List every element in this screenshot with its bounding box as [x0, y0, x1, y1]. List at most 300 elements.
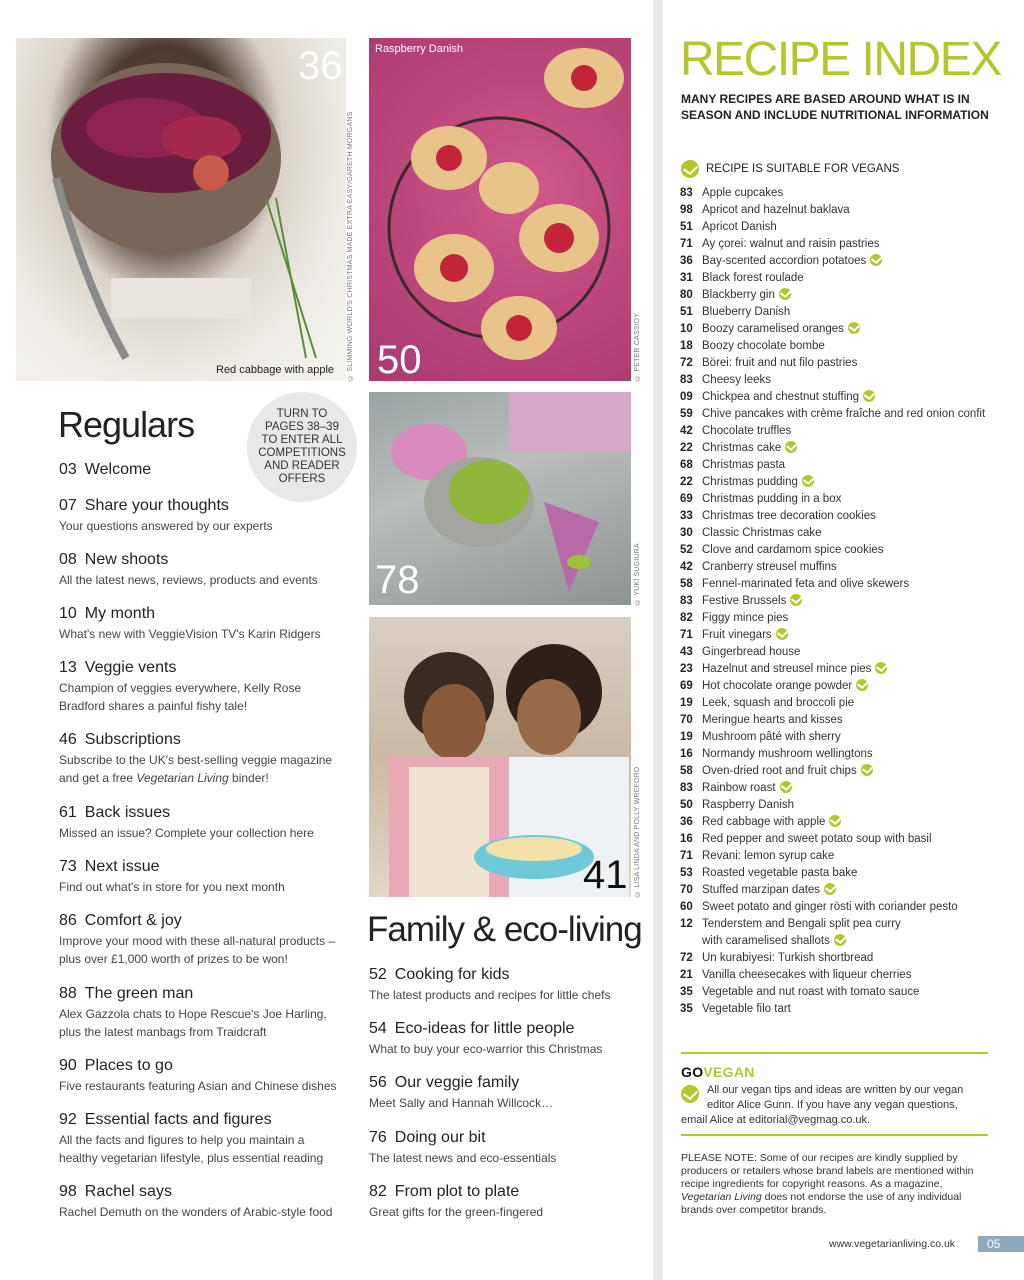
recipe-item[interactable] [680, 712, 1000, 729]
entry-name: Veggie vents [84, 659, 177, 676]
entry-name: New shoots [84, 551, 169, 568]
recipe-item[interactable] [680, 525, 1000, 542]
entry-page: 46 [59, 731, 77, 748]
recipe-item[interactable] [680, 950, 1000, 967]
entry-desc-text: Rachel Demuth on the wonders of Arabic-style food [59, 1205, 333, 1219]
entry-page: 54 [369, 1020, 387, 1037]
recipe-item[interactable] [680, 865, 1000, 882]
vegan-tick-icon [861, 764, 873, 776]
recipe-page: 83 [680, 374, 693, 386]
recipe-item[interactable] [680, 746, 1000, 763]
recipe-item[interactable] [680, 814, 1000, 831]
recipe-item[interactable] [680, 610, 1000, 627]
family-entry[interactable] [369, 1019, 644, 1058]
recipe-name: Gingerbread house [702, 646, 801, 658]
recipe-name: Red cabbage with apple [702, 816, 826, 828]
recipe-page: 12 [680, 918, 693, 930]
recipe-name: Vegetable and nut roast with tomato sauce [702, 986, 920, 998]
recipe-page: 59 [680, 408, 693, 420]
vegan-tick-icon [870, 254, 882, 266]
recipe-index-title: RECIPE INDEX [680, 33, 1001, 86]
recipe-page: 72 [680, 952, 693, 964]
recipe-name: Bay-scented accordion potatoes [702, 255, 867, 267]
recipe-item[interactable] [680, 797, 1000, 814]
recipe-name: Christmas pudding [702, 476, 798, 488]
recipe-name: Oven-dried root and fruit chips [702, 765, 857, 777]
entry-name: Back issues [84, 804, 171, 821]
recipe-page: 22 [680, 442, 693, 454]
entry-title [59, 604, 349, 624]
recipe-item[interactable] [680, 440, 1000, 457]
recipe-item[interactable] [680, 661, 1000, 678]
entry-title [59, 984, 349, 1004]
entry-name: Welcome [84, 461, 152, 478]
recipe-item[interactable] [680, 627, 1000, 644]
recipe-page: 53 [680, 867, 693, 879]
recipe-item[interactable] [680, 508, 1000, 525]
recipe-page: 71 [680, 238, 693, 250]
page-number-36: 36 [298, 44, 343, 88]
recipe-name: Sweet potato and ginger rösti with coriander pesto [702, 901, 958, 913]
recipe-item[interactable] [680, 1001, 1000, 1018]
regulars-entry[interactable] [59, 1110, 334, 1167]
regulars-entry[interactable] [59, 550, 349, 589]
entry-name: Rachel says [84, 1183, 172, 1200]
recipe-page: 82 [680, 612, 693, 624]
recipe-name: Apricot Danish [702, 221, 777, 233]
vegan-key [681, 160, 899, 178]
recipe-page: 58 [680, 765, 693, 777]
vegan-tick-icon [834, 934, 846, 946]
entry-title [59, 730, 349, 750]
recipe-page: 35 [680, 986, 693, 998]
recipe-page: 42 [680, 425, 693, 437]
recipe-name: Rainbow roast [702, 782, 776, 794]
recipe-page: 80 [680, 289, 693, 301]
entry-desc [59, 1005, 349, 1041]
recipe-name: Revani: lemon syrup cake [702, 850, 835, 862]
entry-page: 56 [369, 1074, 387, 1091]
recipe-item[interactable] [680, 202, 1000, 219]
recipe-page: 23 [680, 663, 693, 675]
recipe-name: Hazelnut and streusel mince pies [702, 663, 872, 675]
regulars-entry[interactable] [59, 911, 349, 968]
recipe-page: 36 [680, 255, 693, 267]
recipe-name: Mushroom pâté with sherry [702, 731, 841, 743]
recipe-item[interactable] [680, 899, 1000, 916]
entry-desc-text: Alex Gazzola chats to Hope Rescue's Joe Harling, plus the latest manbags from Traidcraft [59, 1007, 327, 1039]
family-entry[interactable] [369, 1182, 644, 1221]
recipe-name: Boozy chocolate bombe [702, 340, 825, 352]
entry-desc-end: binder! [228, 771, 269, 785]
entry-name: My month [84, 605, 156, 622]
regulars-entry[interactable] [59, 1056, 349, 1095]
regulars-heading: Regulars [58, 404, 195, 445]
recipe-item[interactable] [680, 593, 1000, 610]
entry-page: 07 [59, 497, 77, 514]
recipe-page: 43 [680, 646, 693, 658]
entry-desc: What to buy your eco-warrior this Christmas [369, 1042, 603, 1056]
regulars-entry[interactable] [59, 460, 349, 480]
recipe-name: Roasted vegetable pasta bake [702, 867, 858, 879]
photo-felt-mouse[interactable] [369, 392, 631, 605]
entry-page: 82 [369, 1183, 387, 1200]
vegan-tick-icon [780, 781, 792, 793]
recipe-item[interactable] [680, 916, 1000, 950]
recipe-name: Classic Christmas cake [702, 527, 822, 539]
entry-desc [59, 1203, 349, 1221]
recipe-name: Tenderstem and Bengali split pea curry [702, 918, 901, 930]
recipe-name: Vegetable filo tart [702, 1003, 791, 1015]
entry-page: 86 [59, 912, 77, 929]
entry-desc [59, 1077, 349, 1095]
recipe-page: 69 [680, 493, 693, 505]
photo-credit: © PETER CASSIDY [634, 313, 641, 381]
recipe-page: 71 [680, 629, 693, 641]
entry-desc-text: Your questions answered by our experts [59, 519, 273, 533]
recipe-name: Cheesy leeks [702, 374, 772, 386]
recipe-index-subtitle: MANY RECIPES ARE BASED AROUND WHAT IS IN SEASON AND INCLUDE NUTRITIONAL INFORMATION [681, 92, 989, 122]
entry-name: Share your thoughts [84, 497, 229, 514]
entry-page: 08 [59, 551, 77, 568]
entry-desc: The latest products and recipes for little chefs [369, 988, 611, 1002]
recipe-list [680, 185, 1000, 1018]
vegan-tick-icon [779, 288, 791, 300]
recipe-item[interactable] [680, 219, 1000, 236]
recipe-name: Christmas pudding in a box [702, 493, 842, 505]
entry-title [59, 496, 349, 516]
entry-desc-text: Five restaurants featuring Asian and Chinese dishes [59, 1079, 337, 1093]
entry-desc-text: Find out what's in store for you next month [59, 880, 285, 894]
entry-desc-text: What's new with VeggieVision TV's Karin Ridgers [59, 627, 321, 641]
recipe-page: 51 [680, 306, 693, 318]
entry-desc-text: Champion of veggies everywhere, Kelly Rose Bradford shares a painful fishy tale! [59, 681, 302, 713]
regulars-entry[interactable] [59, 496, 349, 535]
please-note [681, 1152, 987, 1217]
vegan-tick-icon [856, 679, 868, 691]
entry-desc-text: Improve your mood with these all-natural products – plus over £1,000 worth of prizes to be won! [59, 934, 336, 966]
entry-title [59, 803, 349, 823]
recipe-item[interactable] [680, 406, 1000, 423]
entry-title [369, 1182, 644, 1202]
recipe-page: 21 [680, 969, 693, 981]
recipe-item[interactable] [680, 780, 1000, 797]
page-number-badge: 05 [978, 1236, 1024, 1252]
recipe-item[interactable] [680, 729, 1000, 746]
recipe-item[interactable] [680, 355, 1000, 372]
entry-name: Next issue [84, 858, 160, 875]
entry-desc-text: All the facts and figures to help you maintain a healthy vegetarian lifestyle, plus essential reading [59, 1133, 324, 1165]
recipe-name: Un kurabiyesi: Turkish shortbread [702, 952, 874, 964]
entry-title [59, 1110, 334, 1130]
recipe-name: Blueberry Danish [702, 306, 791, 318]
website-link[interactable]: www.vegetarianliving.co.uk [829, 1238, 956, 1250]
entry-name: From plot to plate [394, 1183, 520, 1200]
recipe-item[interactable] [680, 678, 1000, 695]
recipe-name: Normandy mushroom wellingtons [702, 748, 873, 760]
recipe-item[interactable] [680, 763, 1000, 780]
entry-name: Comfort & joy [84, 912, 182, 929]
recipe-page: 69 [680, 680, 693, 692]
entry-desc: The latest news and eco-essentials [369, 1151, 557, 1165]
entry-name: Eco-ideas for little people [394, 1020, 575, 1037]
vegan-tick-icon [875, 662, 887, 674]
photo-caption: Red cabbage with apple [216, 364, 335, 376]
entry-desc [59, 679, 349, 715]
recipe-item[interactable] [680, 270, 1000, 287]
recipe-page: 72 [680, 357, 693, 369]
recipe-page: 58 [680, 578, 693, 590]
entry-name: Our veggie family [394, 1074, 520, 1091]
recipe-item[interactable] [680, 882, 1000, 899]
vegan-tick-icon [785, 441, 797, 453]
recipe-page: 19 [680, 731, 693, 743]
recipe-name: Apricot and hazelnut baklava [702, 204, 850, 216]
recipe-item[interactable] [680, 695, 1000, 712]
family-entry[interactable] [369, 1073, 644, 1112]
recipe-name: Christmas tree decoration cookies [702, 510, 876, 522]
entry-desc-italic: Vegetarian Living [136, 771, 229, 785]
recipe-page: 51 [680, 221, 693, 233]
entry-desc [59, 571, 349, 589]
vegan-tick-icon [681, 1085, 699, 1103]
vegan-tick-icon [681, 160, 699, 178]
recipe-page: 16 [680, 833, 693, 845]
regulars-entry[interactable] [59, 730, 349, 787]
entry-page: 92 [59, 1111, 77, 1128]
entry-title [369, 1073, 644, 1093]
entry-title [59, 911, 349, 931]
entry-title [59, 857, 349, 877]
recipe-item[interactable] [680, 253, 1000, 270]
recipe-name: Raspberry Danish [702, 799, 795, 811]
entry-title [59, 1182, 349, 1202]
entry-desc-text: Missed an issue? Complete your collection here [59, 826, 314, 840]
recipe-page: 19 [680, 697, 693, 709]
photo-credit: © SLIMMING WORLD'S CHRISTMAS MADE EXTRA EASY/GARETH MORGANS [347, 111, 354, 381]
recipe-page: 30 [680, 527, 693, 539]
competitions-badge[interactable]: TURN TO PAGES 38–39 TO ENTER ALL COMPETITIONS AND READER OFFERS [247, 392, 357, 502]
vegan-tick-icon [829, 815, 841, 827]
photo-kids-cooking[interactable] [369, 617, 631, 897]
entry-name: Cooking for kids [394, 966, 510, 983]
entry-page: 61 [59, 804, 77, 821]
entry-desc: Great gifts for the green-fingered [369, 1205, 544, 1219]
cabbage-illustration [16, 38, 346, 381]
family-entry[interactable] [369, 1128, 644, 1167]
recipe-name: Leek, squash and broccoli pie [702, 697, 855, 709]
regulars-entry[interactable] [59, 1182, 349, 1221]
entry-desc [59, 1131, 334, 1167]
recipe-name: Ay çorei: walnut and raisin pastries [702, 238, 880, 250]
recipe-name: Chocolate truffles [702, 425, 792, 437]
recipe-page: 71 [680, 850, 693, 862]
recipe-name: Chickpea and chestnut stuffing [702, 391, 860, 403]
recipe-item[interactable] [680, 644, 1000, 661]
recipe-page: 09 [680, 391, 693, 403]
entry-name: Subscriptions [84, 731, 181, 748]
page-number-50: 50 [377, 338, 422, 381]
recipe-page: 16 [680, 748, 693, 760]
entry-desc-text: All the latest news, reviews, products and events [59, 573, 318, 587]
recipe-name: Festive Brussels [702, 595, 787, 607]
recipe-item[interactable] [680, 338, 1000, 355]
recipe-item[interactable] [680, 372, 1000, 389]
recipe-item[interactable] [680, 287, 1000, 304]
recipe-page: 70 [680, 714, 693, 726]
recipe-page: 35 [680, 1003, 693, 1015]
entry-page: 98 [59, 1183, 77, 1200]
recipe-item[interactable] [680, 236, 1000, 253]
recipe-name: Blackberry gin [702, 289, 775, 301]
entry-page: 88 [59, 985, 77, 1002]
entry-desc [59, 625, 349, 643]
recipe-page: 31 [680, 272, 693, 284]
govegan-text-block [681, 1083, 986, 1128]
recipe-page: 70 [680, 884, 693, 896]
photo-red-cabbage[interactable] [16, 38, 346, 381]
govegan-go: GO [681, 1064, 704, 1080]
divider-rule [681, 1134, 988, 1136]
page-number-78: 78 [375, 558, 420, 602]
recipe-name: Stuffed marzipan dates [702, 884, 821, 896]
recipe-page: 50 [680, 799, 693, 811]
recipe-name: Fruit vinegars [702, 629, 772, 641]
govegan-text: All our vegan tips and ideas are written by our vegan editor Alice Gunn. If you have any vegan questions, email Alice at editorial@vegmag.co.uk. [681, 1084, 964, 1126]
govegan-vegan: VEGAN [703, 1064, 755, 1080]
entry-title [59, 550, 349, 570]
recipe-item[interactable] [680, 967, 1000, 984]
entry-name: Places to go [84, 1057, 173, 1074]
entry-page: 76 [369, 1129, 387, 1146]
entry-desc-text: Subscribe to the UK's best-selling veggie magazine and get a free [59, 753, 333, 785]
photo-caption: Raspberry Danish [375, 43, 464, 55]
recipe-page: 83 [680, 187, 693, 199]
recipe-name: Meringue hearts and kisses [702, 714, 843, 726]
recipe-page: 36 [680, 816, 693, 828]
entry-desc [59, 824, 349, 842]
recipe-item[interactable] [680, 457, 1000, 474]
entry-desc [59, 878, 349, 896]
recipe-name: Clove and cardamom spice cookies [702, 544, 884, 556]
recipe-item[interactable] [680, 423, 1000, 440]
entry-desc: Meet Sally and Hannah Willcock… [369, 1096, 554, 1110]
recipe-item[interactable] [680, 185, 1000, 202]
entry-title [59, 658, 349, 678]
recipe-name: Christmas cake [702, 442, 782, 454]
vegan-tick-icon [802, 475, 814, 487]
note-end: does not endorse the use of any individual brands over competitor brands. [681, 1191, 962, 1216]
recipe-name: Christmas pasta [702, 459, 786, 471]
photo-credit: © YUKI SUGIURA [634, 543, 641, 605]
recipe-name: Figgy mince pies [702, 612, 789, 624]
regulars-entry[interactable] [59, 984, 349, 1041]
govegan-heading [681, 1064, 755, 1080]
recipe-page: 60 [680, 901, 693, 913]
regulars-entry[interactable] [59, 658, 349, 715]
danish-illustration [369, 38, 631, 381]
recipe-page: 98 [680, 204, 693, 216]
recipe-page: 42 [680, 561, 693, 573]
entry-desc [59, 751, 349, 787]
photo-raspberry-danish[interactable] [369, 38, 631, 381]
entry-title [369, 965, 644, 985]
recipe-name-cont [680, 933, 1000, 950]
regulars-entry[interactable] [59, 604, 349, 643]
recipe-page: 68 [680, 459, 693, 471]
recipe-item[interactable] [680, 321, 1000, 338]
recipe-name: Cranberry streusel muffins [702, 561, 837, 573]
divider-rule [681, 1052, 988, 1054]
recipe-page: 83 [680, 595, 693, 607]
column-divider [653, 0, 663, 1280]
entry-page: 52 [369, 966, 387, 983]
vegan-tick-icon [824, 883, 836, 895]
entry-name: Doing our bit [394, 1129, 486, 1146]
family-heading: Family & eco-living [367, 910, 642, 949]
recipe-name: Hot chocolate orange powder [702, 680, 853, 692]
recipe-name: Boozy caramelised oranges [702, 323, 844, 335]
vegan-tick-icon [863, 390, 875, 402]
entry-name: Essential facts and figures [84, 1111, 272, 1128]
recipe-page: 33 [680, 510, 693, 522]
recipe-name: Chive pancakes with crème fraîche and red onion confit [702, 408, 986, 420]
photo-credit: © LISA LINDA AND POLLY WREFORD [634, 766, 641, 897]
recipe-item[interactable] [680, 831, 1000, 848]
vegan-tick-icon [848, 322, 860, 334]
vegan-tick-icon [790, 594, 802, 606]
recipe-item[interactable] [680, 984, 1000, 1001]
entry-title [59, 1056, 349, 1076]
recipe-name: Apple cupcakes [702, 187, 784, 199]
recipe-name: Vanilla cheesecakes with liqueur cherries [702, 969, 912, 981]
recipe-page: 52 [680, 544, 693, 556]
entry-page: 90 [59, 1057, 77, 1074]
recipe-name: Fennel-marinated feta and olive skewers [702, 578, 910, 590]
note-magazine: Vegetarian Living [681, 1191, 762, 1203]
note-start: PLEASE NOTE: Some of our recipes are kindly supplied by producers or retailers whose brand labels are mentioned within recipe ingredients for copyright reasons. As a magazine, [681, 1152, 974, 1190]
recipe-item[interactable] [680, 576, 1000, 593]
entry-page: 73 [59, 858, 77, 875]
entry-title [369, 1128, 644, 1148]
recipe-item[interactable] [680, 304, 1000, 321]
recipe-page: 22 [680, 476, 693, 488]
regulars-entry[interactable] [59, 857, 349, 896]
recipe-item[interactable] [680, 389, 1000, 406]
recipe-item[interactable] [680, 559, 1000, 576]
recipe-item[interactable] [680, 474, 1000, 491]
vegan-tick-icon [776, 628, 788, 640]
recipe-page: 18 [680, 340, 693, 352]
entry-page: 13 [59, 659, 77, 676]
regulars-entry[interactable] [59, 803, 349, 842]
entry-desc [59, 517, 349, 535]
recipe-item[interactable] [680, 491, 1000, 508]
recipe-name: Black forest roulade [702, 272, 804, 284]
entry-page: 10 [59, 605, 77, 622]
family-entry[interactable] [369, 965, 644, 1004]
recipe-name: Börei: fruit and nut filo pastries [702, 357, 858, 369]
entry-title [369, 1019, 644, 1039]
entry-name: The green man [84, 985, 194, 1002]
entry-title [59, 460, 349, 480]
recipe-page: 83 [680, 782, 693, 794]
recipe-item[interactable] [680, 848, 1000, 865]
recipe-page: 10 [680, 323, 693, 335]
page-number-41: 41 [583, 853, 628, 897]
recipe-item[interactable] [680, 542, 1000, 559]
vegan-key-label: RECIPE IS SUITABLE FOR VEGANS [706, 163, 900, 175]
